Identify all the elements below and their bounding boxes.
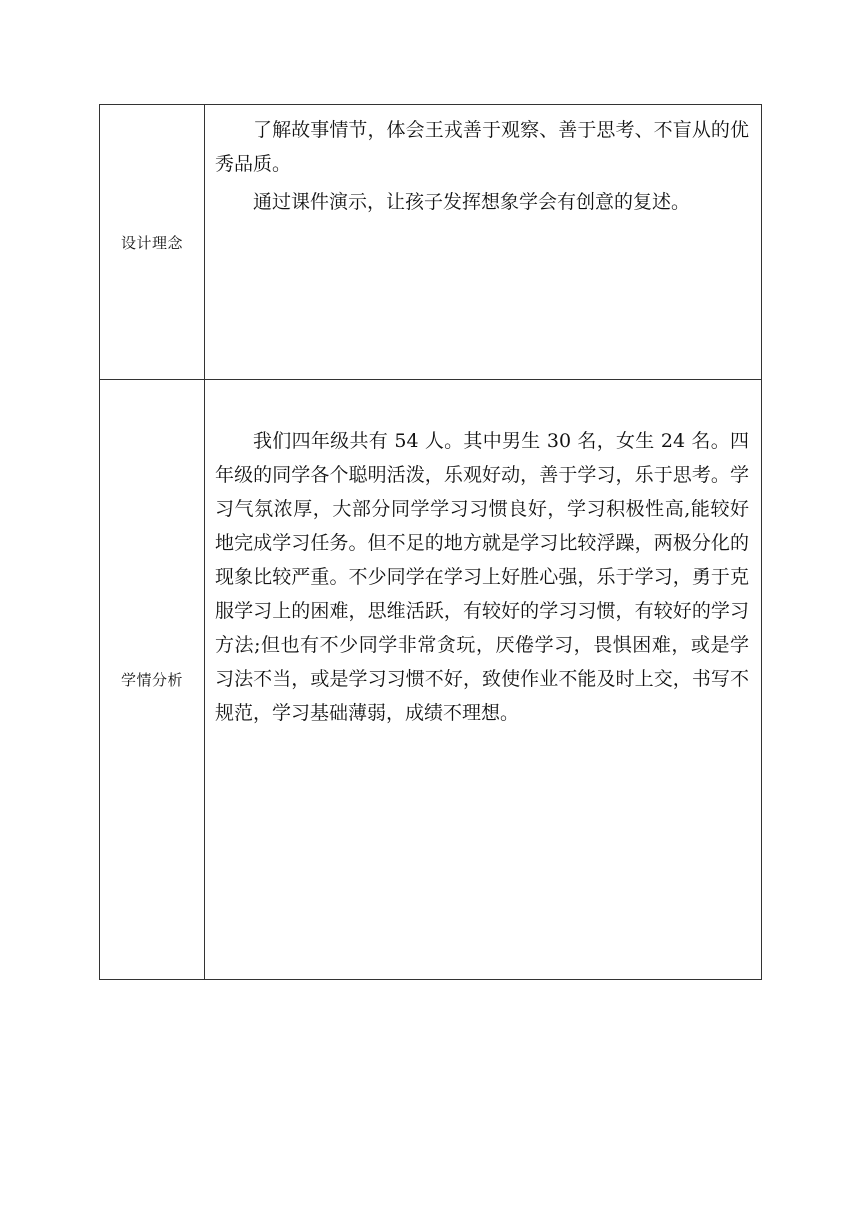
row-label: 设计理念 [120, 233, 183, 252]
paragraph: 通过课件演示，让孩子发挥想象学会有创意的复述。 [253, 191, 691, 213]
row-content-cell [205, 380, 762, 980]
table-row-learner-analysis [100, 380, 762, 980]
row-label-cell [100, 380, 205, 980]
lesson-plan-table [99, 104, 762, 980]
paragraph: 我们四年级共有 54 人。其中男生 30 名，女生 24 名。四年级的同学各个聪明活泼，乐观好动，善于学习，乐于思考。学习气氛浓厚，大部分同学学习习惯良好，学习积极性高,能较好地完成学习任务。但不足的地方就是学习比较浮躁，两极分化的现象比较严重。不少同学在学习上好胜心强，乐于学习，勇于克服学习上的困难，思维活跃，有较好的学习习惯，有较好的学习方法;但也有不少同学非常贪玩，厌倦学习，畏惧困难，或是学习法不当，或是学习习惯不好，致使作业不能及时上交，书写不规范，学习基础薄弱，成绩不理想。 [215, 430, 749, 724]
row-label: 学情分析 [120, 671, 183, 689]
paragraph: 了解故事情节，体会王戎善于观察、善于思考、不盲从的优秀品质。 [215, 119, 749, 175]
row-label-cell [100, 105, 205, 380]
row-content-cell [205, 105, 762, 380]
table-row-design-concept [100, 105, 762, 380]
